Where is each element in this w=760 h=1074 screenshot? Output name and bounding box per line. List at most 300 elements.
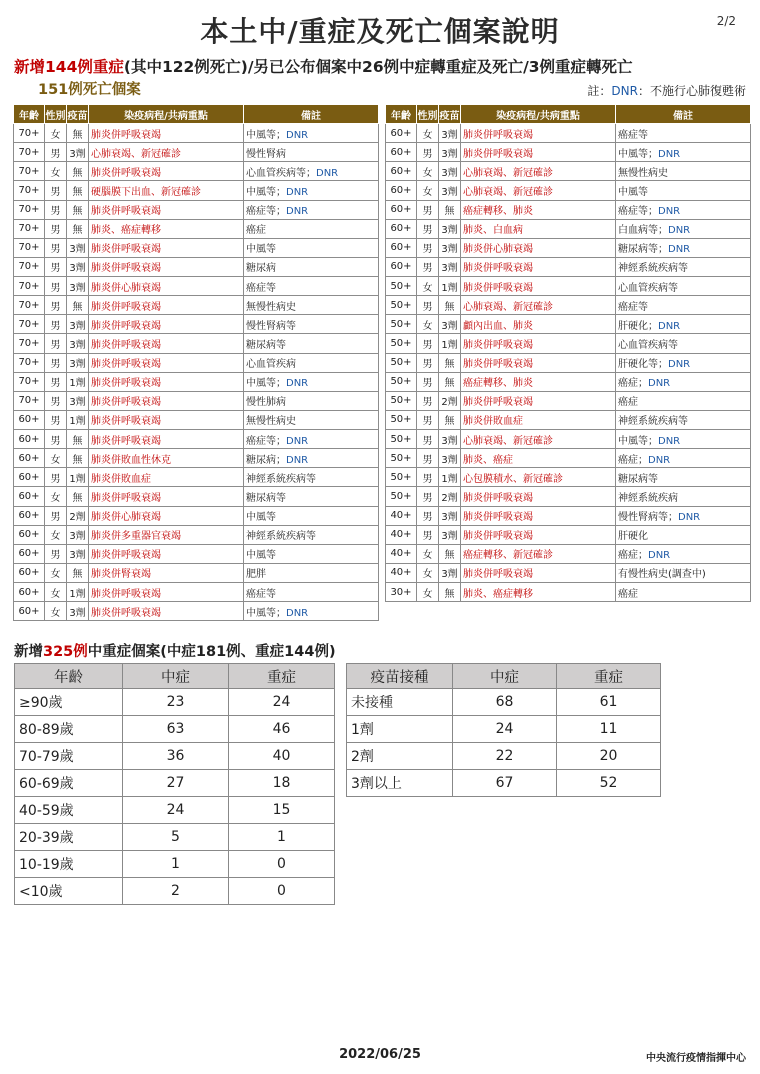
table-row xyxy=(386,334,751,353)
col-vaccine: 疫苗 xyxy=(439,105,461,124)
sex-cell: 女 xyxy=(45,525,67,544)
col-cause: 染疫病程/共病重點 xyxy=(461,105,616,124)
remark-text: 糖尿病等 xyxy=(246,339,286,351)
cause-cell: 肺炎併敗血性休克 xyxy=(89,449,244,468)
vaccine-cell: 3劑 xyxy=(67,143,89,162)
death-table-header-row xyxy=(386,105,751,124)
col-sex: 性別 xyxy=(45,105,67,124)
remark-text: 慢性腎病等； xyxy=(618,512,678,524)
severe-cell: 24 xyxy=(229,689,335,716)
cause-cell: 肺炎併呼吸衰竭 xyxy=(89,296,244,315)
dnr-tag: DNR xyxy=(658,206,681,218)
death-table-left xyxy=(13,104,379,621)
cause-cell: 癌症轉移、肺炎 xyxy=(461,200,616,219)
table-row xyxy=(386,372,751,391)
remark-text: 糖尿病等 xyxy=(618,473,658,485)
cause-cell: 顱內出血、肺炎 xyxy=(461,315,616,334)
vaccine-cell: 1劑 xyxy=(67,410,89,429)
remark-cell xyxy=(244,602,379,621)
table-row xyxy=(14,124,379,143)
cause-cell: 肺炎併呼吸衰竭 xyxy=(89,410,244,429)
age-cell: 50+ xyxy=(386,487,417,506)
vaccine-cell: 3劑 xyxy=(439,143,461,162)
age-cell: 50+ xyxy=(386,277,417,296)
sex-cell: 男 xyxy=(417,353,439,372)
vaccine-cell: 無 xyxy=(67,430,89,449)
cause-cell: 肺炎併呼吸衰竭 xyxy=(461,563,616,582)
age-cell: 60+ xyxy=(386,181,417,200)
age-cell: 50+ xyxy=(386,430,417,449)
vaccine-cell: 無 xyxy=(67,449,89,468)
table-row xyxy=(386,277,751,296)
cause-cell: 心肺衰竭、新冠確診 xyxy=(461,430,616,449)
sex-cell: 女 xyxy=(45,583,67,602)
remark-cell xyxy=(616,181,751,200)
table-row xyxy=(14,506,379,525)
cause-cell: 肺炎併呼吸衰竭 xyxy=(461,143,616,162)
age-table-header-row xyxy=(15,664,335,689)
table-row xyxy=(15,797,335,824)
age-cell: 60+ xyxy=(386,219,417,238)
death-table-right xyxy=(385,104,751,602)
row-label: 40-59歲 xyxy=(15,797,123,824)
table-row xyxy=(14,353,379,372)
vaccine-cell: 1劑 xyxy=(439,277,461,296)
vaccine-cell: 3劑 xyxy=(67,334,89,353)
remark-text: 癌症等； xyxy=(618,206,658,218)
remark-cell xyxy=(244,162,379,181)
sex-cell: 女 xyxy=(45,602,67,621)
age-cell: 60+ xyxy=(386,124,417,143)
cause-cell: 癌症轉移、肺炎 xyxy=(461,372,616,391)
severe-cell: 0 xyxy=(229,851,335,878)
section2-count: 325例 xyxy=(43,644,88,660)
cause-cell: 肺炎併呼吸衰竭 xyxy=(89,162,244,181)
remark-cell xyxy=(244,449,379,468)
table-row xyxy=(15,743,335,770)
remark-cell xyxy=(244,544,379,563)
col-age: 年齡 xyxy=(386,105,417,124)
sex-cell: 男 xyxy=(417,430,439,449)
severe-cell: 46 xyxy=(229,716,335,743)
vaccine-table xyxy=(346,663,661,797)
remark-cell xyxy=(244,506,379,525)
vaccine-cell: 1劑 xyxy=(67,372,89,391)
remark-text: 糖尿病等； xyxy=(618,244,668,256)
sex-cell: 女 xyxy=(45,563,67,582)
dnr-tag: DNR xyxy=(658,148,681,160)
table-row xyxy=(386,257,751,276)
remark-text: 無慢性病史 xyxy=(246,416,296,428)
sex-cell: 女 xyxy=(45,487,67,506)
age-table xyxy=(14,663,335,905)
table-row xyxy=(14,468,379,487)
vaccine-cell: 3劑 xyxy=(67,391,89,410)
cause-cell: 硬腦膜下出血、新冠確診 xyxy=(89,181,244,200)
remark-cell xyxy=(616,296,751,315)
age-cell: 40+ xyxy=(386,525,417,544)
remark-text: 慢性肺病 xyxy=(246,397,286,409)
dnr-tag: DNR xyxy=(648,378,671,390)
table-row xyxy=(14,372,379,391)
remark-cell xyxy=(616,506,751,525)
age-cell: 70+ xyxy=(14,391,45,410)
vaccine-cell: 無 xyxy=(67,219,89,238)
vaccine-cell: 3劑 xyxy=(439,162,461,181)
table-row xyxy=(386,525,751,544)
vaccine-cell: 無 xyxy=(67,162,89,181)
remark-text: 癌症； xyxy=(618,550,648,562)
table-row xyxy=(386,143,751,162)
sex-cell: 男 xyxy=(45,200,67,219)
age-cell: 60+ xyxy=(386,257,417,276)
remark-text: 中風等； xyxy=(246,607,286,619)
dnr-tag: DNR xyxy=(286,186,309,198)
table-row xyxy=(14,181,379,200)
age-cell: 40+ xyxy=(386,563,417,582)
cause-cell: 肺炎併呼吸衰竭 xyxy=(89,391,244,410)
remark-cell xyxy=(616,200,751,219)
table-row xyxy=(386,449,751,468)
dnr-tag: DNR xyxy=(648,550,671,562)
sex-cell: 男 xyxy=(417,468,439,487)
remark-text: 中風等； xyxy=(618,148,658,160)
age-cell: 60+ xyxy=(14,525,45,544)
age-cell: 70+ xyxy=(14,238,45,257)
age-cell: 70+ xyxy=(14,372,45,391)
remark-text: 中風等 xyxy=(246,512,276,524)
remark-text: 癌症等； xyxy=(246,435,286,447)
row-label: 10-19歲 xyxy=(15,851,123,878)
remark-cell xyxy=(616,525,751,544)
age-cell: 60+ xyxy=(386,162,417,181)
remark-text: 糖尿病等 xyxy=(246,492,286,504)
table-row xyxy=(14,219,379,238)
vaccine-cell: 無 xyxy=(439,372,461,391)
page-number: 2/2 xyxy=(716,14,736,28)
remark-cell xyxy=(244,219,379,238)
cause-cell: 肺炎併呼吸衰竭 xyxy=(89,315,244,334)
remark-cell xyxy=(616,583,751,602)
vaccine-cell: 3劑 xyxy=(439,563,461,582)
severe-cell: 61 xyxy=(557,689,661,716)
table-row xyxy=(386,162,751,181)
remark-cell xyxy=(244,315,379,334)
subtitle xyxy=(14,55,633,77)
age-cell: 50+ xyxy=(386,334,417,353)
remark-text: 中風等； xyxy=(246,378,286,390)
remark-cell xyxy=(244,353,379,372)
sex-cell: 女 xyxy=(417,563,439,582)
dnr-tag: DNR xyxy=(286,206,309,218)
footer-date: 2022/06/25 xyxy=(339,1047,421,1062)
remark-text: 癌症； xyxy=(618,454,648,466)
subtitle-highlight: 新增144例重症 xyxy=(14,58,124,76)
table-row xyxy=(14,162,379,181)
remark-text: 神經系統疾病等 xyxy=(246,531,316,543)
age-cell: 60+ xyxy=(386,238,417,257)
table-row xyxy=(14,525,379,544)
age-cell: 50+ xyxy=(386,391,417,410)
sex-cell: 男 xyxy=(45,430,67,449)
sex-cell: 女 xyxy=(417,315,439,334)
sex-cell: 女 xyxy=(417,544,439,563)
cause-cell: 癌症轉移、新冠確診 xyxy=(461,544,616,563)
sex-cell: 男 xyxy=(45,277,67,296)
table-row xyxy=(347,716,661,743)
cause-cell: 肺炎併呼吸衰竭 xyxy=(461,391,616,410)
cause-cell: 肺炎、癌症轉移 xyxy=(89,219,244,238)
sex-cell: 男 xyxy=(45,219,67,238)
age-cell: 70+ xyxy=(14,181,45,200)
remark-cell xyxy=(616,124,751,143)
vaccine-cell: 3劑 xyxy=(439,449,461,468)
vaccine-cell: 無 xyxy=(67,124,89,143)
table-row xyxy=(386,430,751,449)
dnr-tag: DNR xyxy=(658,320,681,332)
vaccine-col-label: 疫苗接種 xyxy=(347,664,453,689)
sex-cell: 男 xyxy=(45,143,67,162)
cause-cell: 心肺衰竭、新冠確診 xyxy=(89,143,244,162)
age-cell: 70+ xyxy=(14,257,45,276)
vaccine-cell: 3劑 xyxy=(67,602,89,621)
table-row xyxy=(386,219,751,238)
cause-cell: 肺炎併呼吸衰竭 xyxy=(89,602,244,621)
remark-text: 中風等 xyxy=(618,186,648,198)
sex-cell: 女 xyxy=(417,583,439,602)
table-row xyxy=(14,583,379,602)
sex-cell: 女 xyxy=(417,162,439,181)
cause-cell: 肺炎併呼吸衰竭 xyxy=(461,277,616,296)
cause-cell: 肺炎併呼吸衰竭 xyxy=(89,583,244,602)
dnr-tag: DNR xyxy=(668,225,691,237)
row-label: 80-89歲 xyxy=(15,716,123,743)
remark-cell xyxy=(244,391,379,410)
table-row xyxy=(14,487,379,506)
dnr-tag: DNR xyxy=(668,359,691,371)
remark-cell xyxy=(616,391,751,410)
vaccine-cell: 1劑 xyxy=(439,334,461,353)
cause-cell: 肺炎併呼吸衰竭 xyxy=(461,506,616,525)
dnr-tag: DNR xyxy=(668,244,691,256)
severe-cell: 40 xyxy=(229,743,335,770)
dnr-tag: DNR xyxy=(286,607,309,619)
vaccine-cell: 無 xyxy=(67,200,89,219)
sex-cell: 男 xyxy=(417,200,439,219)
age-cell: 70+ xyxy=(14,334,45,353)
vaccine-col-severe: 重症 xyxy=(557,664,661,689)
table-row xyxy=(14,238,379,257)
remark-text: 中風等； xyxy=(246,129,286,141)
vaccine-cell: 無 xyxy=(439,410,461,429)
col-sex: 性別 xyxy=(417,105,439,124)
remark-text: 肝硬化 xyxy=(618,531,648,543)
age-cell: 70+ xyxy=(14,200,45,219)
age-cell: 50+ xyxy=(386,468,417,487)
remark-text: 糖尿病； xyxy=(246,454,286,466)
table-row xyxy=(386,238,751,257)
severe-cell: 11 xyxy=(557,716,661,743)
cause-cell: 心肺衰竭、新冠確診 xyxy=(461,296,616,315)
severe-cell: 1 xyxy=(229,824,335,851)
vaccine-cell: 2劑 xyxy=(439,487,461,506)
age-cell: 60+ xyxy=(14,468,45,487)
remark-text: 糖尿病 xyxy=(246,263,276,275)
remark-cell xyxy=(244,487,379,506)
table-row xyxy=(386,563,751,582)
age-cell: 60+ xyxy=(14,449,45,468)
col-age: 年齡 xyxy=(14,105,45,124)
sex-cell: 男 xyxy=(417,506,439,525)
cause-cell: 肺炎併腎衰竭 xyxy=(89,563,244,582)
cause-cell: 肺炎併呼吸衰竭 xyxy=(89,334,244,353)
age-cell: 70+ xyxy=(14,143,45,162)
subtitle-rest: (其中122例死亡)/另已公布個案中26例中症轉重症及死亡/3例重症轉死亡 xyxy=(123,58,633,76)
sex-cell: 男 xyxy=(45,296,67,315)
cause-cell: 肺炎併呼吸衰竭 xyxy=(89,353,244,372)
table-row xyxy=(386,124,751,143)
table-row xyxy=(14,315,379,334)
cause-cell: 肺炎併呼吸衰竭 xyxy=(89,124,244,143)
table-row xyxy=(386,583,751,602)
age-cell: 60+ xyxy=(14,430,45,449)
table-row xyxy=(386,181,751,200)
moderate-cell: 63 xyxy=(123,716,229,743)
age-col-moderate: 中症 xyxy=(123,664,229,689)
age-cell: 70+ xyxy=(14,296,45,315)
row-label: 2劑 xyxy=(347,743,453,770)
severe-cell: 52 xyxy=(557,770,661,797)
cause-cell: 肺炎併心肺衰竭 xyxy=(461,238,616,257)
sex-cell: 女 xyxy=(45,162,67,181)
cause-cell: 肺炎併心肺衰竭 xyxy=(89,277,244,296)
sex-cell: 男 xyxy=(45,238,67,257)
remark-cell xyxy=(244,525,379,544)
table-row xyxy=(14,277,379,296)
age-cell: 60+ xyxy=(14,506,45,525)
remark-text: 中風等； xyxy=(618,435,658,447)
age-cell: 60+ xyxy=(14,602,45,621)
sex-cell: 女 xyxy=(417,124,439,143)
remark-cell xyxy=(616,143,751,162)
cause-cell: 心肺衰竭、新冠確診 xyxy=(461,181,616,200)
age-col-severe: 重症 xyxy=(229,664,335,689)
age-cell: 70+ xyxy=(14,162,45,181)
cause-cell: 肺炎併呼吸衰竭 xyxy=(89,544,244,563)
cause-cell: 肺炎併多重器官衰竭 xyxy=(89,525,244,544)
table-row xyxy=(15,824,335,851)
remark-cell xyxy=(616,162,751,181)
sex-cell: 男 xyxy=(45,468,67,487)
remark-text: 癌症 xyxy=(246,225,266,237)
death-table-header-row xyxy=(14,105,379,124)
cause-cell: 肺炎併呼吸衰竭 xyxy=(461,353,616,372)
table-row xyxy=(14,143,379,162)
table-row xyxy=(14,200,379,219)
table-row xyxy=(386,544,751,563)
vaccine-cell: 3劑 xyxy=(67,525,89,544)
row-label: ≥90歲 xyxy=(15,689,123,716)
remark-cell xyxy=(244,583,379,602)
sex-cell: 男 xyxy=(417,143,439,162)
cause-cell: 肺炎併心肺衰竭 xyxy=(89,506,244,525)
cause-cell: 肺炎併呼吸衰竭 xyxy=(461,487,616,506)
remark-cell xyxy=(616,315,751,334)
sex-cell: 男 xyxy=(45,544,67,563)
remark-cell xyxy=(244,410,379,429)
vaccine-cell: 3劑 xyxy=(67,315,89,334)
vaccine-cell: 3劑 xyxy=(439,181,461,200)
age-cell: 30+ xyxy=(386,583,417,602)
remark-cell xyxy=(616,219,751,238)
table-row xyxy=(15,689,335,716)
vaccine-cell: 3劑 xyxy=(439,219,461,238)
cause-cell: 肺炎、癌症 xyxy=(461,449,616,468)
table-row xyxy=(386,391,751,410)
remark-text: 有慢性病史(調查中) xyxy=(618,569,706,581)
vaccine-cell: 無 xyxy=(67,296,89,315)
sex-cell: 男 xyxy=(417,391,439,410)
table-row xyxy=(15,878,335,905)
row-label: <10歲 xyxy=(15,878,123,905)
age-cell: 70+ xyxy=(14,277,45,296)
vaccine-cell: 1劑 xyxy=(439,468,461,487)
remark-cell xyxy=(616,410,751,429)
remark-text: 肝硬化； xyxy=(618,320,658,332)
remark-cell xyxy=(616,372,751,391)
vaccine-cell: 1劑 xyxy=(67,583,89,602)
dnr-tag: DNR xyxy=(286,378,309,390)
table-row xyxy=(386,468,751,487)
moderate-cell: 36 xyxy=(123,743,229,770)
age-cell: 50+ xyxy=(386,372,417,391)
remark-cell xyxy=(244,200,379,219)
sex-cell: 男 xyxy=(45,257,67,276)
moderate-cell: 24 xyxy=(453,716,557,743)
sex-cell: 男 xyxy=(417,334,439,353)
vaccine-cell: 3劑 xyxy=(67,257,89,276)
vaccine-cell: 無 xyxy=(67,487,89,506)
table-row xyxy=(15,851,335,878)
age-cell: 70+ xyxy=(14,315,45,334)
vaccine-cell: 2劑 xyxy=(67,506,89,525)
remark-cell xyxy=(244,334,379,353)
age-cell: 60+ xyxy=(386,200,417,219)
table-row xyxy=(14,391,379,410)
sex-cell: 男 xyxy=(45,353,67,372)
age-cell: 50+ xyxy=(386,296,417,315)
dnr-tag: DNR xyxy=(286,454,309,466)
vaccine-cell: 無 xyxy=(439,200,461,219)
row-label: 60-69歲 xyxy=(15,770,123,797)
sex-cell: 女 xyxy=(417,277,439,296)
sex-cell: 男 xyxy=(45,315,67,334)
age-cell: 50+ xyxy=(386,353,417,372)
table-row xyxy=(14,602,379,621)
row-label: 1劑 xyxy=(347,716,453,743)
remark-text: 無慢性病史 xyxy=(246,301,296,313)
table-row xyxy=(14,449,379,468)
vaccine-cell: 無 xyxy=(67,181,89,200)
sex-cell: 男 xyxy=(417,257,439,276)
remark-text: 神經系統疾病等 xyxy=(618,263,688,275)
moderate-cell: 67 xyxy=(453,770,557,797)
table-row xyxy=(347,770,661,797)
remark-cell xyxy=(244,181,379,200)
remark-cell xyxy=(616,334,751,353)
table-row xyxy=(386,410,751,429)
remark-cell xyxy=(244,124,379,143)
